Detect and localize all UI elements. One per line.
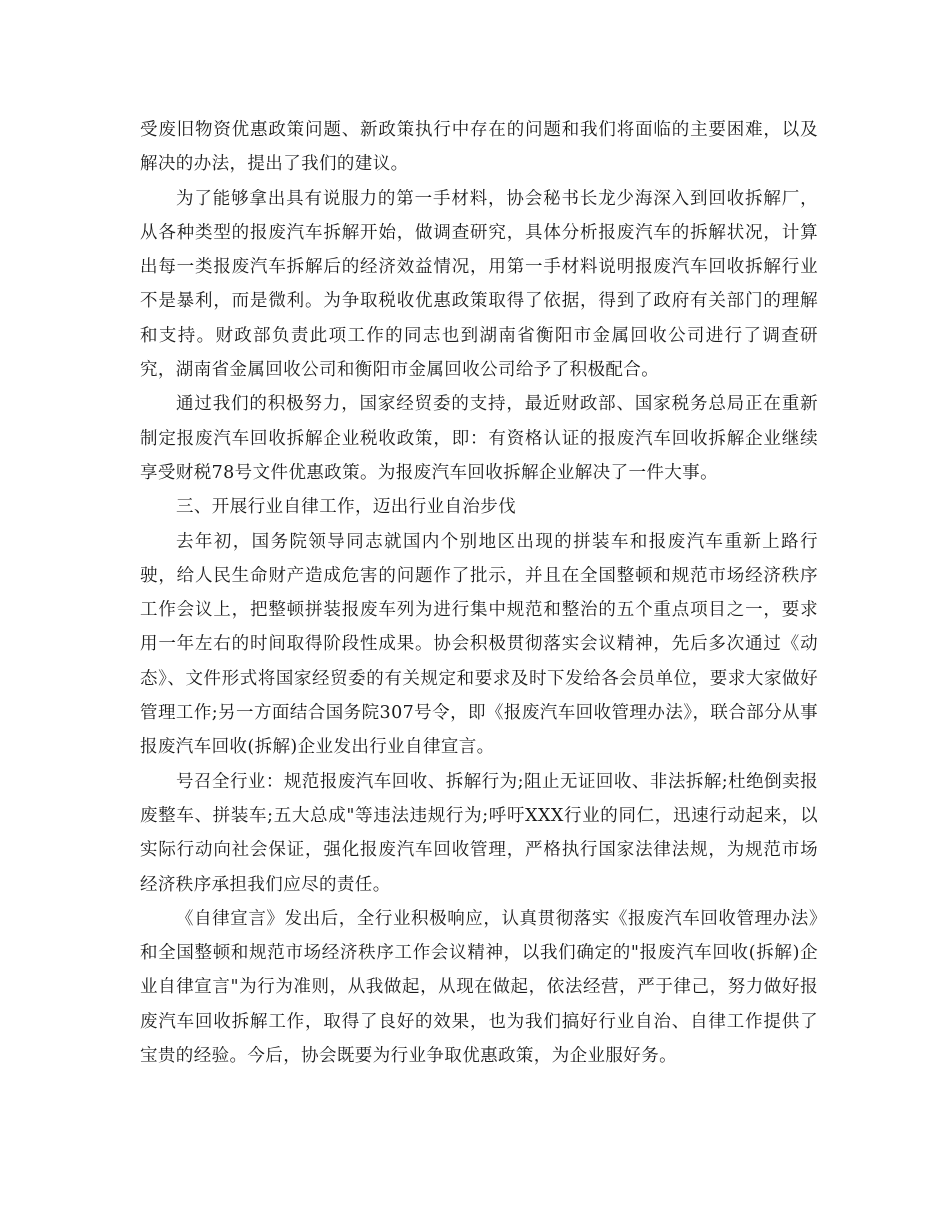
paragraph-state-council-instruction: 去年初，国务院领导同志就国内个别地区出现的拼装车和报废汽车重新上路行驶，给人民生命财产造成危害的问题作了批示，并且在全国整顿和规范市场经济秩序工作会议上，把整顿拼装报废车列为进行集中规范和整治的五个重点项目之一，要求用一年左右的时间取得阶段性成果。协会积极贯彻落实会议精神，先后多次通过《动态》、文件形式将国家经贸委的有关规定和要求及时下发给各会员单位，要求大家做好管理工作;另一方面结合国务院307号令，即《报废汽车回收管理办法》，联合部分从事报废汽车回收(拆解)企业发出行业自律宣言。 [140, 531, 818, 758]
paragraph-first-hand-material: 为了能够拿出具有说服力的第一手材料，协会秘书长龙少海深入到回收拆解厂，从各种类型的报废汽车拆解开始，做调查研究，具体分析报废汽车的拆解状况，计算出每一类报废汽车拆解后的经济效益情况，用第一手材料说明报废汽车回收拆解行业不是暴利，而是微利。为争取税收优惠政策取得了依据，得到了政府有关部门的理解和支持。财政部负责此项工作的同志也到湖南省衡阳市金属回收公司进行了调查研究，湖南省金属回收公司和衡阳市金属回收公司给予了积极配合。 [140, 188, 818, 381]
document-body [140, 113, 818, 1073]
paragraph-continuation: 受废旧物资优惠政策问题、新政策执行中存在的问题和我们将面临的主要困难，以及解决的办法，提出了我们的建议。 [140, 120, 818, 175]
section-heading-self-discipline: 三、开展行业自律工作，迈出行业自治步伐 [176, 497, 517, 518]
paragraph-self-discipline-declaration: 《自律宣言》发出后，全行业积极响应，认真贯彻落实《报废汽车回收管理办法》和全国整顿和规范市场经济秩序工作会议精神，以我们确定的"报废汽车回收(拆解)企业自律宣言"为行为准则，从我做起，从现在做起，依法经营，严于律己，努力做好报废汽车回收拆解工作，取得了良好的效果，也为我们搞好行业自治、自律工作提供了宝贵的经验。今后，协会既要为行业争取优惠政策，为企业服好务。 [140, 908, 818, 1067]
paragraph-industry-call: 号召全行业：规范报废汽车回收、拆解行为;阻止无证回收、非法拆解;杜绝倒卖报废整车、拼装车;五大总成"等违法违规行为;呼吁XXX行业的同仁，迅速行动起来，以实际行动向社会保证，强化报废汽车回收管理，严格执行国家法律法规，为规范市场经济秩序承担我们应尽的责任。 [140, 771, 818, 895]
paragraph-tax-policy: 通过我们的积极努力，国家经贸委的支持，最近财政部、国家税务总局正在重新制定报废汽车回收拆解企业税收政策，即：有资格认证的报废汽车回收拆解企业继续享受财税78号文件优惠政策。为报废汽车回收拆解企业解决了一件大事。 [140, 394, 818, 483]
